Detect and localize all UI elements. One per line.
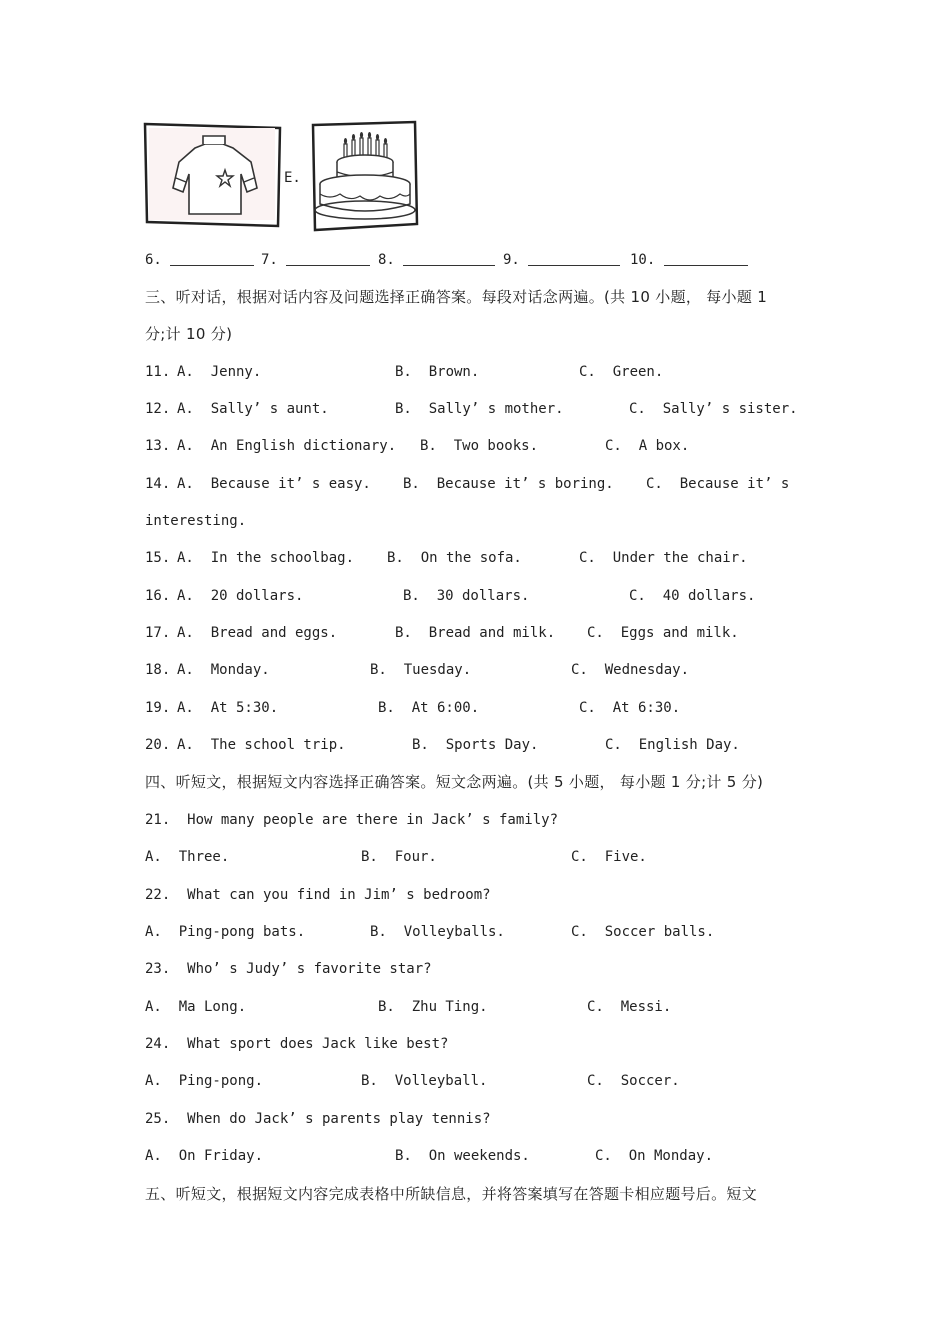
option-a: A. Ping-pong.	[145, 1073, 264, 1089]
question-23-options	[145, 997, 672, 1017]
option-b: B. Brown.	[395, 364, 480, 380]
section4-heading: 四、听短文，根据短文内容选择正确答案。短文念两遍。(共 5 小题， 每小题 1 分;计 5 分)	[145, 773, 764, 791]
question-number: 19.	[145, 700, 171, 716]
option-c: C. Five.	[571, 849, 647, 865]
option-b: B. Tuesday.	[370, 662, 472, 678]
question-24: 24. What sport does Jack like best?	[145, 1036, 449, 1052]
option-c: C. At 6:30.	[579, 700, 681, 716]
option-c: C. 40 dollars.	[629, 588, 756, 604]
question-14	[145, 474, 790, 494]
question-number: 17.	[145, 625, 171, 641]
section3-heading: 三、听对话，根据对话内容及问题选择正确答案。每段对话念两遍。(共 10 小题， 每小题 1	[145, 288, 768, 306]
option-a: A. Bread and eggs.	[177, 625, 338, 641]
option-b: B. Sports Day.	[412, 737, 539, 753]
option-c: C. Soccer balls.	[571, 924, 715, 940]
option-a: A. On Friday.	[145, 1148, 264, 1164]
option-b: B. Sally’ s mother.	[395, 401, 564, 417]
blank-label: 6.	[145, 252, 162, 268]
question-25: 25. When do Jack’ s parents play tennis?	[145, 1111, 491, 1127]
question-number: 16.	[145, 588, 171, 604]
option-b: B. On weekends.	[395, 1148, 530, 1164]
option-b: B. Four.	[361, 849, 437, 865]
option-a: A. Ma Long.	[145, 999, 247, 1015]
question-24-options	[145, 1071, 680, 1091]
option-c: C. English Day.	[605, 737, 740, 753]
option-b: B. On the sofa.	[387, 550, 522, 566]
section5-heading: 五、听短文，根据短文内容完成表格中所缺信息，并将答案填写在答题卡相应题号后。短文	[145, 1185, 758, 1203]
option-a: A. Sally’ s aunt.	[177, 401, 329, 417]
option-b: B. Bread and milk.	[395, 625, 556, 641]
question-number: 14.	[145, 476, 171, 492]
option-a: A. Ping-pong bats.	[145, 924, 306, 940]
answer-blanks-row	[145, 250, 656, 270]
birthday-cake-icon	[310, 120, 420, 234]
answer-blank[interactable]	[286, 251, 370, 266]
option-a: A. At 5:30.	[177, 700, 279, 716]
option-b: B. Zhu Ting.	[378, 999, 488, 1015]
blank-label: 10.	[630, 252, 656, 268]
question-11	[145, 362, 664, 382]
question-number: 12.	[145, 401, 171, 417]
option-c: C. Messi.	[587, 999, 672, 1015]
option-a: A. An English dictionary.	[177, 438, 397, 454]
picture-label-e: E.	[284, 170, 301, 186]
answer-blank[interactable]	[528, 251, 620, 266]
question-14-cont: interesting.	[145, 513, 247, 529]
question-12	[145, 399, 798, 419]
question-25-options	[145, 1146, 714, 1166]
question-15	[145, 548, 748, 568]
option-b: B. At 6:00.	[378, 700, 480, 716]
question-13	[145, 436, 690, 456]
blank-label: 8.	[378, 252, 395, 268]
option-c: C. Because it’ s	[646, 476, 790, 492]
option-c: C. Green.	[579, 364, 664, 380]
question-number: 11.	[145, 364, 171, 380]
option-c: C. Sally’ s sister.	[629, 401, 798, 417]
question-number: 15.	[145, 550, 171, 566]
question-22-options	[145, 922, 715, 942]
option-a: A. Jenny.	[177, 364, 262, 380]
question-number: 20.	[145, 737, 171, 753]
option-b: B. Volleyball.	[361, 1073, 488, 1089]
sweater-picture	[143, 122, 283, 234]
question-17	[145, 623, 739, 643]
question-number: 13.	[145, 438, 171, 454]
option-b: B. Two books.	[420, 438, 539, 454]
option-c: C. Under the chair.	[579, 550, 748, 566]
answer-blank[interactable]	[170, 251, 254, 266]
blank-label: 7.	[261, 252, 278, 268]
question-19	[145, 698, 681, 718]
option-c: C. Eggs and milk.	[587, 625, 739, 641]
option-a: A. Three.	[145, 849, 230, 865]
option-b: B. 30 dollars.	[403, 588, 530, 604]
sweater-icon	[143, 122, 283, 234]
option-a: A. 20 dollars.	[177, 588, 304, 604]
question-16	[145, 586, 756, 606]
answer-blank[interactable]	[664, 251, 748, 266]
option-a: A. In the schoolbag.	[177, 550, 355, 566]
question-18	[145, 660, 690, 680]
question-23: 23. Who’ s Judy’ s favorite star?	[145, 961, 432, 977]
question-21-options	[145, 847, 647, 867]
option-a: A. Because it’ s easy.	[177, 476, 371, 492]
question-number: 18.	[145, 662, 171, 678]
option-c: C. Soccer.	[587, 1073, 680, 1089]
question-22: 22. What can you find in Jim’ s bedroom?	[145, 887, 491, 903]
blank-label: 9.	[503, 252, 520, 268]
cake-picture	[310, 120, 420, 234]
option-c: C. On Monday.	[595, 1148, 714, 1164]
answer-blank[interactable]	[403, 251, 495, 266]
option-a: A. The school trip.	[177, 737, 346, 753]
question-21: 21. How many people are there in Jack’ s family?	[145, 812, 559, 828]
option-c: C. A box.	[605, 438, 690, 454]
question-20	[145, 735, 740, 755]
section3-heading-cont: 分;计 10 分)	[145, 325, 233, 343]
option-c: C. Wednesday.	[571, 662, 690, 678]
option-b: B. Volleyballs.	[370, 924, 505, 940]
option-b: B. Because it’ s boring.	[403, 476, 614, 492]
option-a: A. Monday.	[177, 662, 270, 678]
